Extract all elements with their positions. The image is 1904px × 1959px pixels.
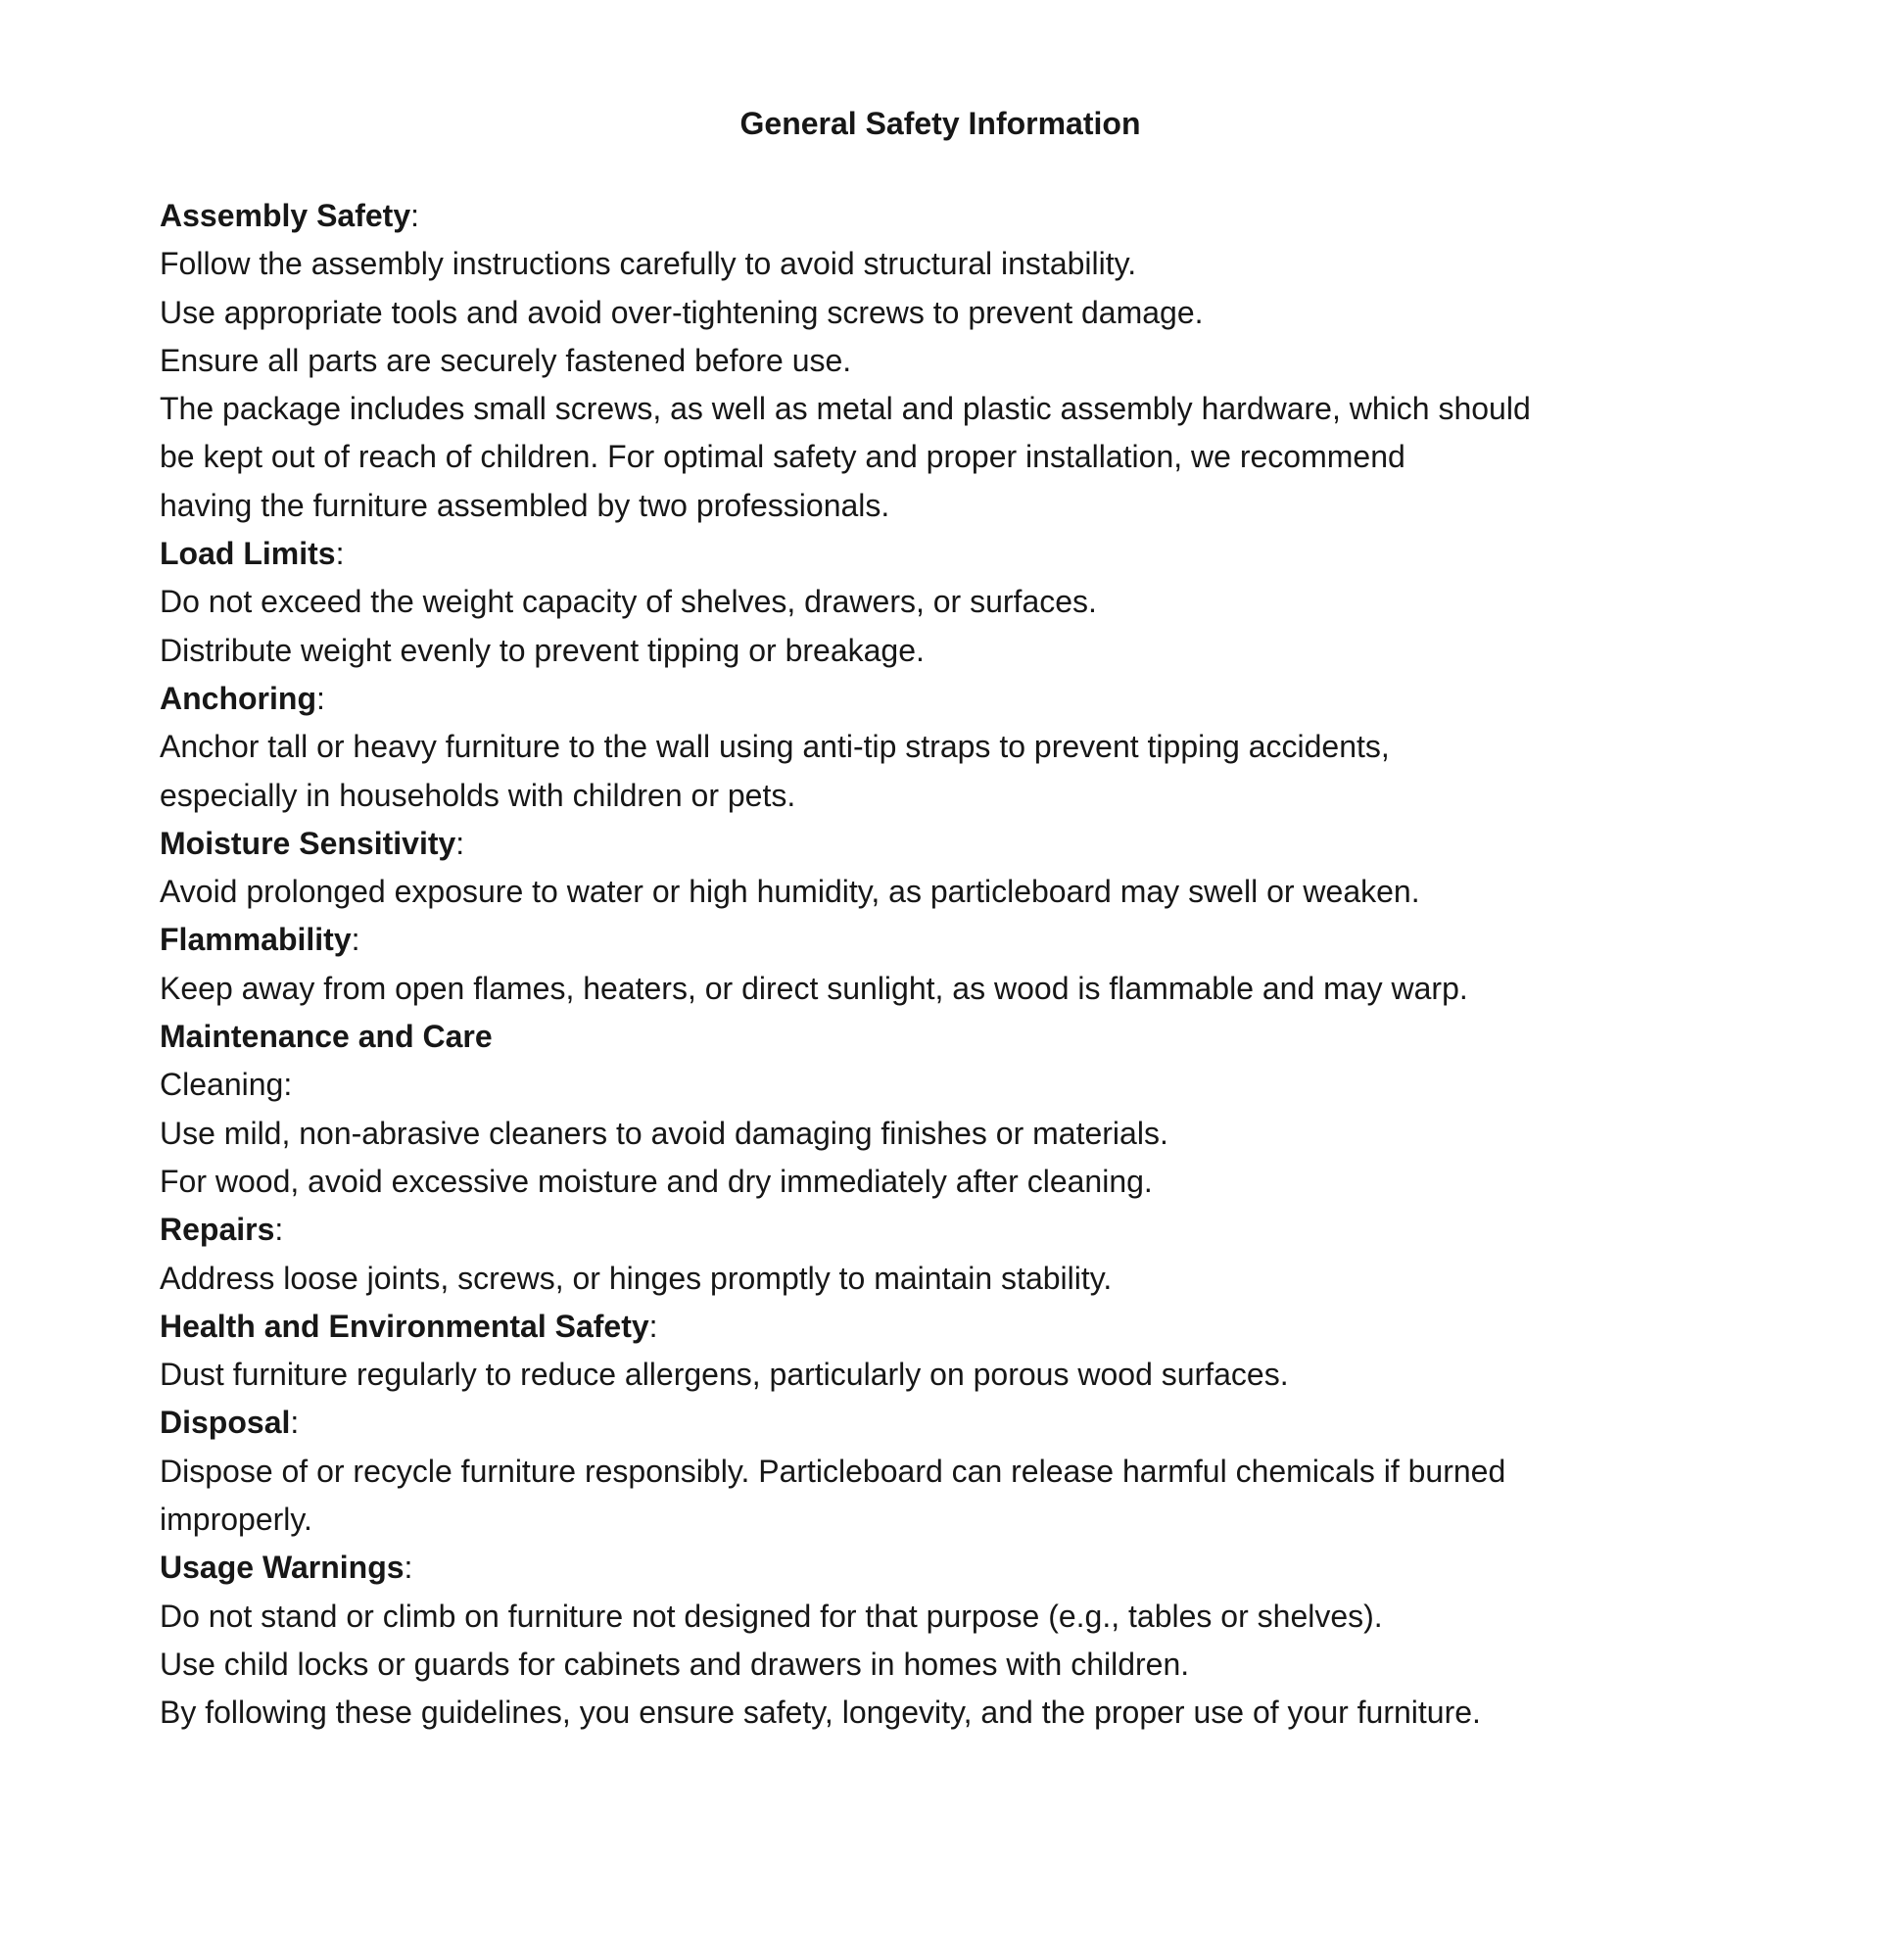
section-heading: Usage Warnings: xyxy=(160,1550,413,1586)
text-line: Use mild, non-abrasive cleaners to avoid damaging finishes or materials. xyxy=(160,1115,1168,1151)
section-heading-label: Moisture Sensitivity xyxy=(160,825,456,861)
text-line: having the furniture assembled by two professionals. xyxy=(160,487,890,523)
section-heading: Anchoring: xyxy=(160,680,325,716)
text-line: Distribute weight evenly to prevent tipping or breakage. xyxy=(160,632,925,668)
section-heading-label: Repairs xyxy=(160,1212,275,1248)
section-heading-label: Health and Environmental Safety xyxy=(160,1308,649,1344)
text-line: be kept out of reach of children. For optimal safety and proper installation, we recommend xyxy=(160,439,1405,475)
text-line: Dispose of or recycle furniture responsibly. Particleboard can release harmful chemicals if burned xyxy=(160,1453,1506,1489)
section-heading: Assembly Safety: xyxy=(160,198,420,233)
text-line: Address loose joints, screws, or hinges promptly to maintain stability. xyxy=(160,1260,1113,1296)
section-heading: Load Limits: xyxy=(160,536,345,572)
text-line: Avoid prolonged exposure to water or high humidity, as particleboard may swell or weaken. xyxy=(160,874,1420,910)
section-heading-label: Usage Warnings xyxy=(160,1550,405,1586)
text-line: especially in households with children or pets. xyxy=(160,777,796,813)
section-heading xyxy=(160,1013,1721,1061)
text-line: Use appropriate tools and avoid over-tightening screws to prevent damage. xyxy=(160,294,1204,330)
section-heading: Moisture Sensitivity: xyxy=(160,825,465,861)
text-line: Do not stand or climb on furniture not designed for that purpose (e.g., tables or shelves). xyxy=(160,1598,1383,1634)
text-line: Follow the assembly instructions carefully to avoid structural instability. xyxy=(160,246,1137,282)
text-line: Keep away from open flames, heaters, or direct sunlight, as wood is flammable and may warp. xyxy=(160,970,1468,1006)
text-line: Use child locks or guards for cabinets and drawers in homes with children. xyxy=(160,1646,1190,1682)
text-line: improperly. xyxy=(160,1502,312,1538)
document-content xyxy=(160,100,1721,1738)
document-body xyxy=(160,192,1721,1738)
text-line: Do not exceed the weight capacity of shelves, drawers, or surfaces. xyxy=(160,584,1097,620)
text-line: By following these guidelines, you ensure safety, longevity, and the proper use of your furniture. xyxy=(160,1695,1481,1731)
page-title: General Safety Information xyxy=(739,106,1141,141)
section-heading-label: Assembly Safety xyxy=(160,198,411,233)
section-heading-label: Disposal xyxy=(160,1405,291,1441)
section-heading-label: Flammability xyxy=(160,922,352,958)
section-heading-label: Load Limits xyxy=(160,536,336,572)
section-heading: Repairs: xyxy=(160,1212,284,1248)
text-line: Anchor tall or heavy furniture to the wall using anti-tip straps to prevent tipping accidents, xyxy=(160,729,1390,765)
text-line: The package includes small screws, as well as metal and plastic assembly hardware, which should xyxy=(160,391,1531,427)
section-heading-label: Anchoring xyxy=(160,680,316,716)
section-heading: Flammability: xyxy=(160,922,360,958)
section-heading: Disposal: xyxy=(160,1405,300,1441)
section-heading-label: Maintenance and Care xyxy=(160,1019,493,1055)
section-heading: Health and Environmental Safety: xyxy=(160,1308,658,1344)
text-line: Cleaning: xyxy=(160,1067,293,1103)
text-line: Dust furniture regularly to reduce allergens, particularly on porous wood surfaces. xyxy=(160,1357,1289,1393)
text-line: Ensure all parts are securely fastened before use. xyxy=(160,342,852,378)
text-line: For wood, avoid excessive moisture and dry immediately after cleaning. xyxy=(160,1163,1153,1199)
